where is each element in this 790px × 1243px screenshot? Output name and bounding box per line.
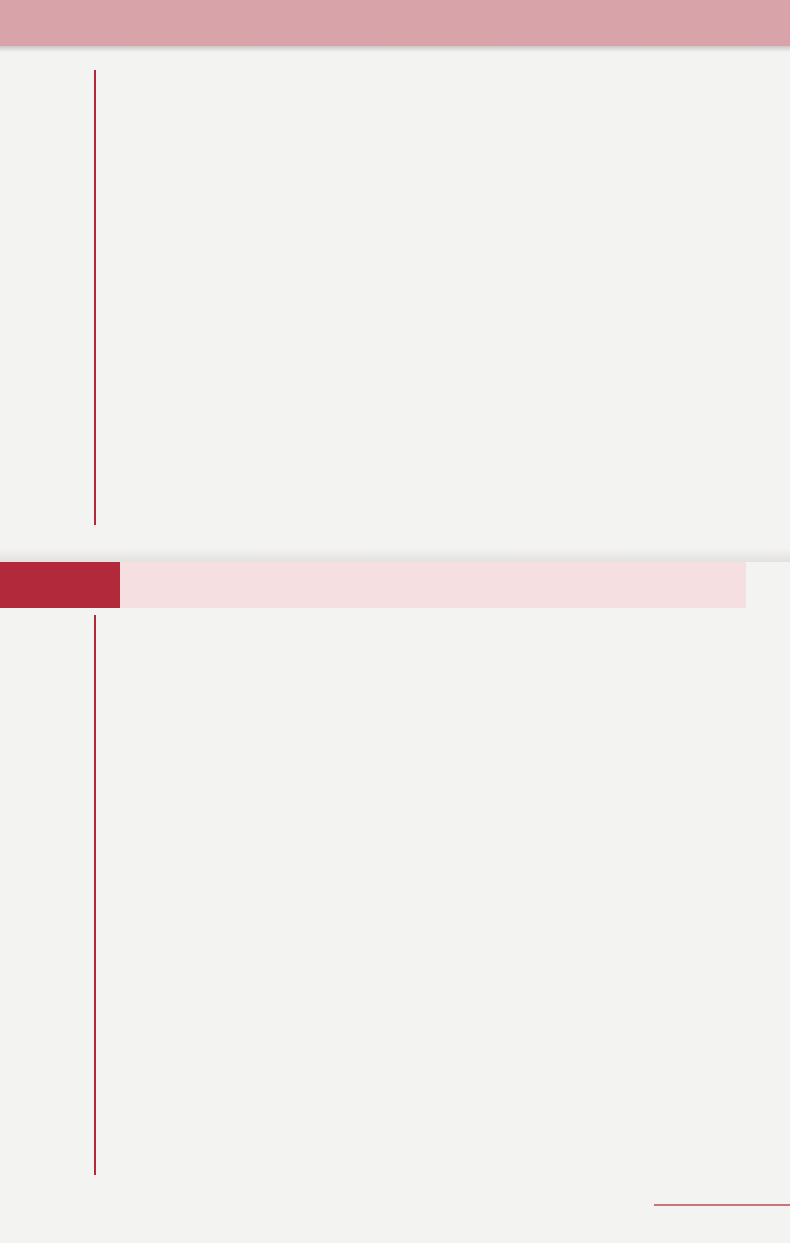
margin-rule <box>94 615 96 1175</box>
header-shadow <box>0 46 790 52</box>
part-shadow <box>0 548 790 562</box>
footer-rule <box>654 1204 790 1206</box>
header-band <box>0 0 790 46</box>
part-tag <box>0 562 120 608</box>
part-banner <box>0 562 746 608</box>
margin-rule <box>94 70 96 525</box>
